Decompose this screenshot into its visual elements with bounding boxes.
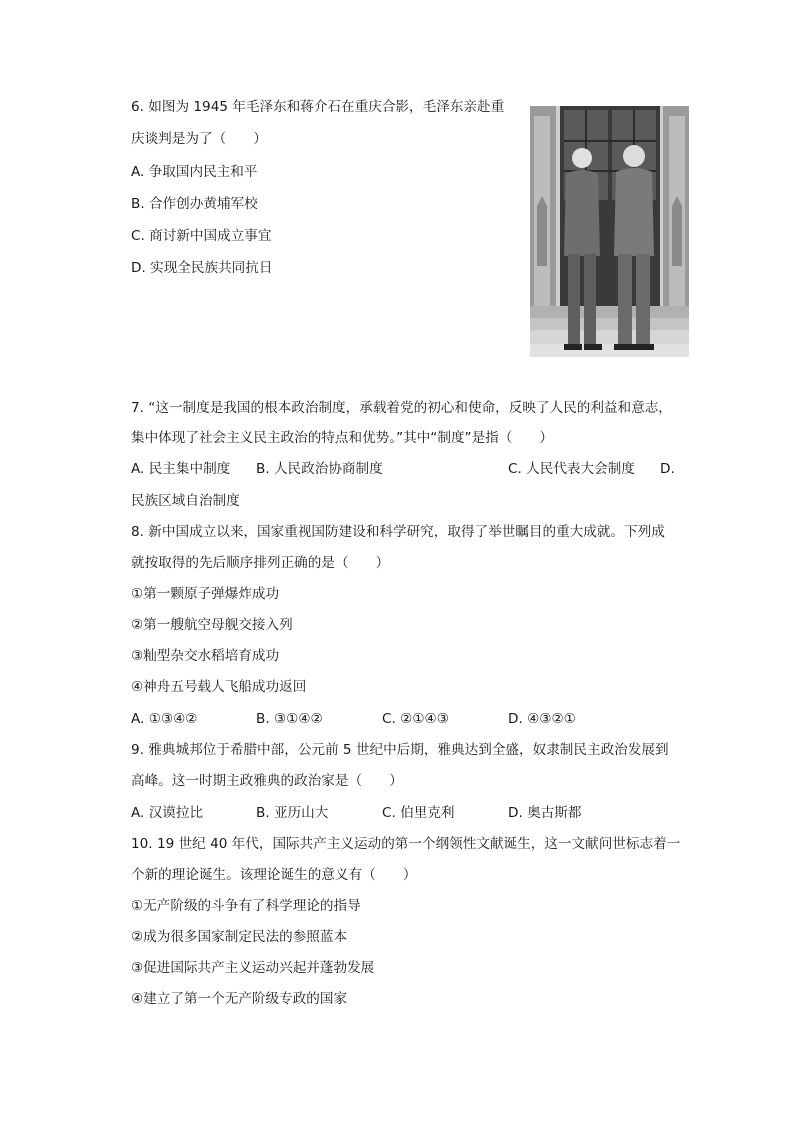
q9-option-c: C. 伯里克利	[382, 805, 455, 821]
q10-stem-line2: 个新的理论诞生。该理论诞生的意义有（ ）	[131, 867, 417, 883]
q6-stem-line2: 庆谈判是为了（ ）	[131, 131, 267, 147]
q7-stem-line1: 7. “这一制度是我国的根本政治制度，承载着党的初心和使命，反映了人民的利益和意志，	[131, 400, 672, 416]
q6-option-c: C. 商讨新中国成立事宜	[131, 228, 272, 244]
q7-stem-line2: 集中体现了社会主义民主政治的特点和优势。”其中“制度”是指（ ）	[131, 430, 554, 446]
q10-item-3: ③促进国际共产主义运动兴起并蓬勃发展	[131, 960, 375, 976]
q8-option-d: D. ④③②①	[508, 711, 576, 727]
q8-item-1: ①第一颗原子弹爆炸成功	[131, 586, 280, 602]
q10-item-1: ①无产阶级的斗争有了科学理论的指导	[131, 898, 361, 914]
q7-option-a: A. 民主集中制度	[131, 461, 231, 477]
q6-option-a: A. 争取国内民主和平	[131, 164, 258, 180]
q9-option-a: A. 汉谟拉比	[131, 805, 204, 821]
q8-item-2: ②第一艘航空母舰交接入列	[131, 617, 293, 633]
q8-option-a: A. ①③④②	[131, 711, 198, 727]
q10-item-2: ②成为很多国家制定民法的参照蓝本	[131, 929, 348, 945]
q8-item-4: ④神舟五号载人飞船成功返回	[131, 679, 307, 695]
q10-stem-line1: 10. 19 世纪 40 年代，国际共产主义运动的第一个纲领性文献诞生，这一文献问世标志着一	[131, 836, 681, 852]
q8-stem-line1: 8. 新中国成立以来，国家重视国防建设和科学研究，取得了举世瞩目的重大成就。下列成	[131, 524, 665, 540]
q8-item-3: ③籼型杂交水稻培育成功	[131, 648, 280, 664]
q7-option-d: D.	[660, 461, 675, 477]
q6-option-d: D. 实现全民族共同抗日	[131, 260, 273, 276]
q9-stem-line2: 高峰。这一时期主政雅典的政治家是（ ）	[131, 773, 403, 789]
q7-option-d-continued: 民族区域自治制度	[131, 493, 240, 509]
q9-option-d: D. 奥古斯都	[508, 805, 582, 821]
q9-stem-line1: 9. 雅典城邦位于希腊中部，公元前 5 世纪中后期，雅典达到全盛，奴隶制民主政治发展到	[131, 742, 669, 758]
q7-option-b: B. 人民政治协商制度	[256, 461, 383, 477]
q8-option-b: B. ③①④②	[256, 711, 323, 727]
q7-option-c: C. 人民代表大会制度	[508, 461, 635, 477]
historical-photo-icon	[530, 106, 689, 357]
q9-option-b: B. 亚历山大	[256, 805, 329, 821]
q8-option-c: C. ②①④③	[382, 711, 449, 727]
q6-option-b: B. 合作创办黄埔军校	[131, 196, 258, 212]
q6-stem-line1: 6. 如图为 1945 年毛泽东和蒋介石在重庆合影，毛泽东亲赴重	[131, 99, 505, 115]
q10-item-4: ④建立了第一个无产阶级专政的国家	[131, 991, 348, 1007]
q8-stem-line2: 就按取得的先后顺序排列正确的是（ ）	[131, 555, 390, 571]
